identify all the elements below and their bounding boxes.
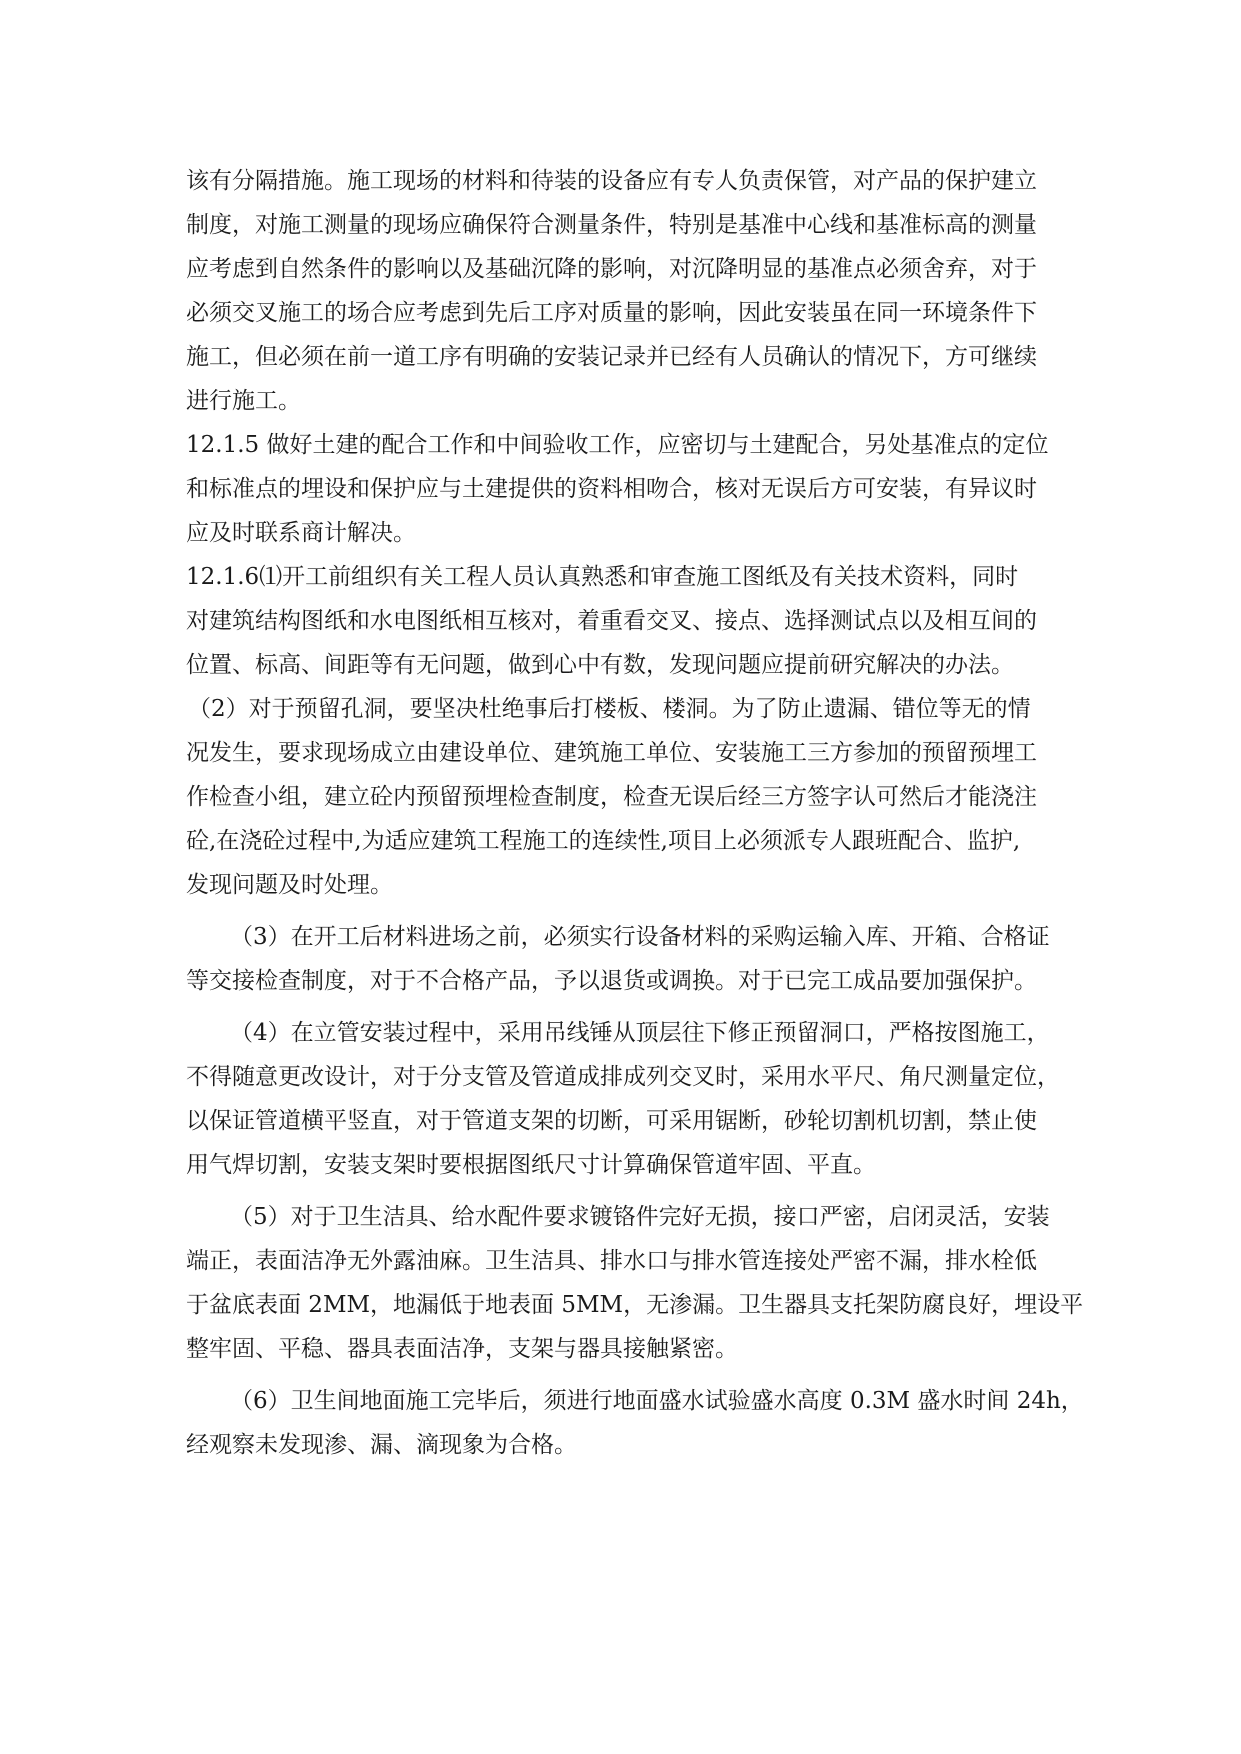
item-4-line: （4）在立管安装过程中，采用吊线锤从顶层往下修正预留洞口，严格按图施工， — [230, 1020, 1050, 1046]
item-5-line: （5）对于卫生洁具、给水配件要求镀铬件完好无损，接口严密，启闭灵活，安装 — [230, 1204, 1050, 1230]
text-line: 以保证管道横平竖直，对于管道支架的切断，可采用锯断，砂轮切割机切割，禁止使 — [186, 1108, 1037, 1134]
text-line: 制度，对施工测量的现场应确保符合测量条件，特别是基准中心线和基准标高的测量 — [186, 212, 1037, 238]
text-line: 对建筑结构图纸和水电图纸相互核对，着重看交叉、接点、选择测试点以及相互间的 — [186, 608, 1037, 634]
text-line: 该有分隔措施。施工现场的材料和待装的设备应有专人负责保管，对产品的保护建立 — [186, 168, 1037, 194]
text-line: 况发生，要求现场成立由建设单位、建筑施工单位、安装施工三方参加的预留预埋工 — [186, 740, 1037, 766]
text-line: 作检查小组，建立砼内预留预埋检查制度，检查无误后经三方签字认可然后才能浇注 — [186, 784, 1037, 810]
text-line: 应考虑到自然条件的影响以及基础沉降的影响，对沉降明显的基准点必须舍弃，对于 — [186, 256, 1037, 282]
text-line: 不得随意更改设计，对于分支管及管道成排成列交叉时，采用水平尺、角尺测量定位， — [186, 1064, 1060, 1090]
text-line: 端正，表面洁净无外露油麻。卫生洁具、排水口与排水管连接处严密不漏，排水栓低 — [186, 1248, 1037, 1274]
text-line: 位置、标高、间距等有无问题，做到心中有数，发现问题应提前研究解决的办法。 — [186, 652, 1014, 678]
text-line: 施工，但必须在前一道工序有明确的安装记录并已经有人员确认的情况下，方可继续 — [186, 344, 1037, 370]
item-2-line: （2）对于预留孔洞，要坚决杜绝事后打楼板、楼洞。为了防止遗漏、错位等无的情 — [188, 696, 1031, 722]
text-line: 和标准点的埋设和保护应与土建提供的资料相吻合，核对无误后方可安装，有异议时 — [186, 476, 1037, 502]
text-line: 经观察未发现渗、漏、滴现象为合格。 — [186, 1432, 577, 1458]
item-6-line: （6）卫生间地面施工完毕后，须进行地面盛水试验盛水高度 0.3M 盛水时间 24h， — [230, 1388, 1084, 1414]
text-line: 整牢固、平稳、器具表面洁净，支架与器具接触紧密。 — [186, 1336, 738, 1362]
text-line: 应及时联系商计解决。 — [186, 520, 416, 546]
text-line: 等交接检查制度，对于不合格产品，予以退货或调换。对于已完工成品要加强保护。 — [186, 968, 1037, 994]
text-line: 必须交叉施工的场合应考虑到先后工序对质量的影响，因此安装虽在同一环境条件下 — [186, 300, 1037, 326]
item-3-line: （3）在开工后材料进场之前，必须实行设备材料的采购运输入库、开箱、合格证 — [230, 924, 1050, 950]
section-12-1-6: 12.1.6⑴开工前组织有关工程人员认真熟悉和审查施工图纸及有关技术资料，同时 — [186, 564, 1019, 590]
text-line: 发现问题及时处理。 — [186, 872, 393, 898]
document-body — [186, 160, 1106, 1468]
text-line: 用气焊切割，安装支架时要根据图纸尺寸计算确保管道牢固、平直。 — [186, 1152, 876, 1178]
text-line: 于盆底表面 2MM，地漏低于地表面 5MM，无渗漏。卫生器具支托架防腐良好，埋设平 — [186, 1292, 1084, 1318]
text-line: 砼,在浇砼过程中,为适应建筑工程施工的连续性,项目上必须派专人跟班配合、监护, — [186, 828, 1021, 854]
section-12-1-5: 12.1.5 做好土建的配合工作和中间验收工作，应密切与土建配合，另处基准点的定位 — [186, 432, 1049, 458]
text-line: 进行施工。 — [186, 388, 301, 414]
